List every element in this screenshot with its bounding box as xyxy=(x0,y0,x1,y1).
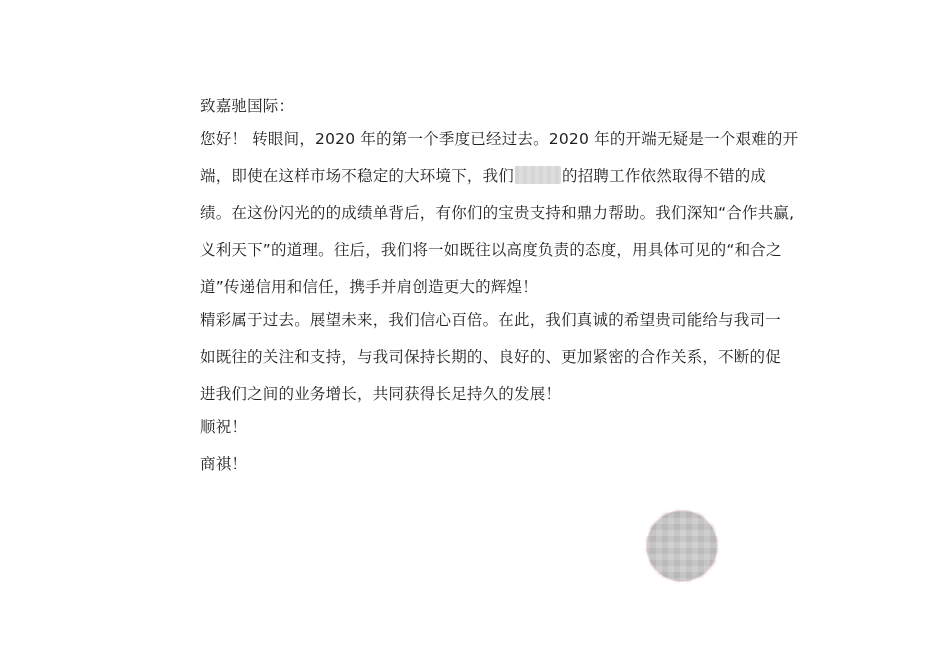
redaction-block xyxy=(515,166,561,184)
seal-circle xyxy=(647,511,717,581)
signoff: 商祺！ xyxy=(200,455,248,473)
company-seal xyxy=(644,508,720,584)
line-text-before-redaction: 端，即使在这样市场不稳定的大环境下，我们 xyxy=(200,167,515,185)
line-text-after-redaction: 的招聘工作依然取得不错的成 xyxy=(562,167,767,185)
paragraph-line xyxy=(200,166,767,187)
paragraph-line: 绩。在这份闪光的的成绩单背后，有你们的宝贵支持和鼎力帮助。我们深知“合作共赢, xyxy=(200,204,795,222)
paragraph-line: 精彩属于过去。展望未来，我们信心百倍。在此，我们真诚的希望贵司能给与我司一 xyxy=(200,311,781,329)
paragraph-line: 如既往的关注和支持，与我司保持长期的、良好的、更加紧密的合作关系，不断的促 xyxy=(200,348,781,366)
paragraph-line: 进我们之间的业务增长，共同获得长足持久的发展！ xyxy=(200,385,562,403)
paragraph-1 xyxy=(200,129,799,298)
paragraph-line: 您好！ 转眼间，2020 年的第一个季度已经过去。2020 年的开端无疑是一个艰难的开 xyxy=(200,130,799,148)
paragraph-2 xyxy=(200,310,781,405)
greeting: 致嘉驰国际： xyxy=(200,97,295,115)
paragraph-line: 道”传递信用和信任，携手并肩创造更大的辉煌！ xyxy=(200,278,538,296)
paragraph-line: 义利天下”的道理。往后，我们将一如既往以高度负责的态度，用具体可见的“和合之 xyxy=(200,241,782,259)
letter-body xyxy=(200,96,799,475)
closing: 顺祝！ xyxy=(200,418,248,436)
